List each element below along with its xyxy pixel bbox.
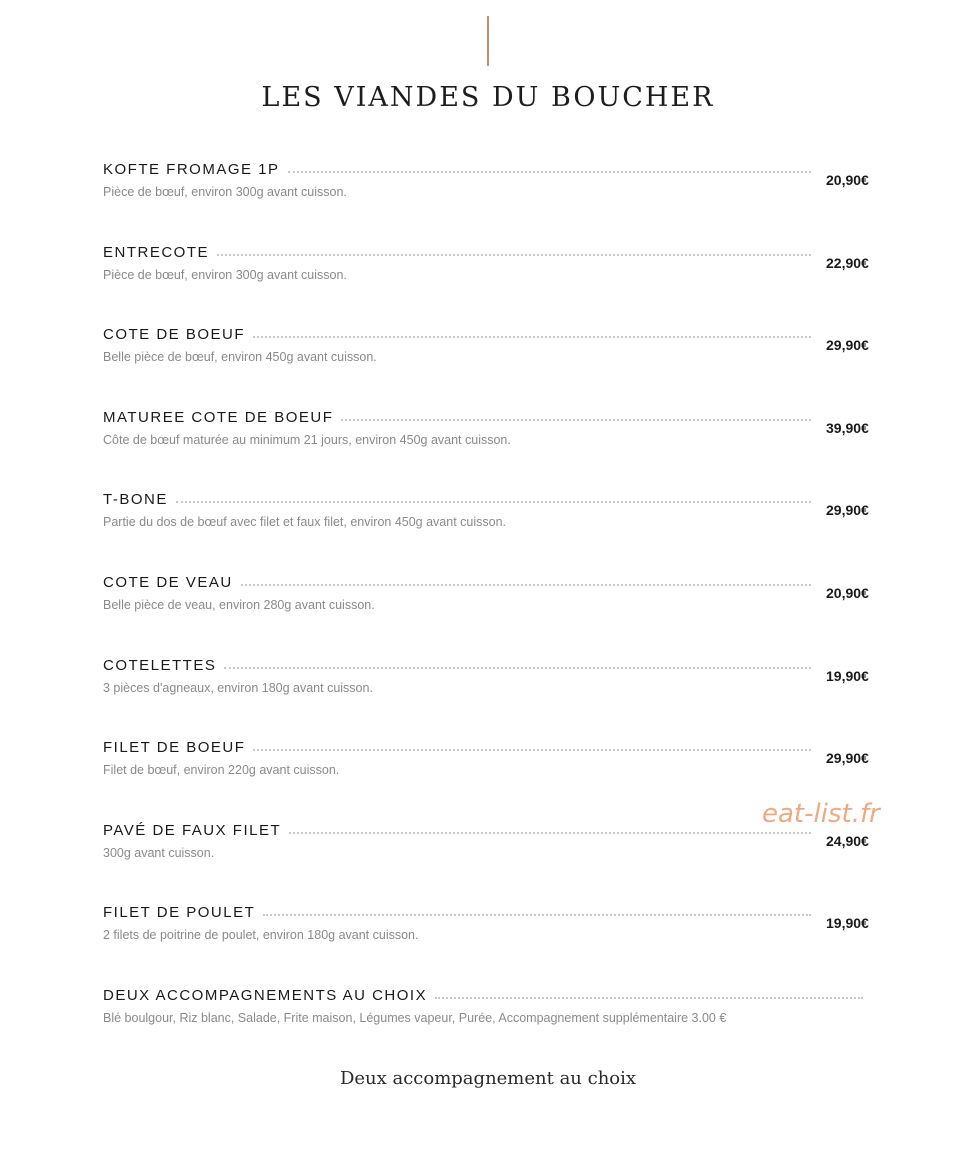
watermark-logo: eat-list.fr	[762, 799, 880, 829]
item-description: Partie du dos de bœuf avec filet et faux filet, environ 450g avant cuisson.	[103, 515, 507, 530]
item-description: 300g avant cuisson.	[103, 845, 215, 860]
item-name: COTE DE VEAU	[103, 573, 233, 591]
decorative-divider	[487, 16, 489, 66]
item-price: 20,90€	[826, 584, 869, 601]
footer-text: Deux accompagnement au choix	[339, 1068, 637, 1089]
item-price: 39,90€	[826, 419, 869, 436]
item-description: 2 filets de poitrine de poulet, environ 180g avant cuisson.	[103, 928, 419, 943]
dot-leader	[341, 419, 811, 421]
menu-item	[103, 984, 883, 1067]
dot-leader	[288, 171, 811, 173]
dot-leader	[241, 584, 811, 586]
dot-leader	[224, 667, 811, 669]
item-name: DEUX ACCOMPAGNEMENTS AU CHOIX	[103, 986, 428, 1004]
item-name: ENTRECOTE	[103, 243, 210, 261]
item-description: Belle pièce de bœuf, environ 450g avant cuisson.	[103, 350, 377, 365]
item-price: 24,90€	[826, 832, 869, 849]
dot-leader	[435, 997, 863, 999]
dot-leader	[253, 749, 811, 751]
menu-item	[103, 406, 883, 489]
item-description: Blé boulgour, Riz blanc, Salade, Frite maison, Légumes vapeur, Purée, Accompagnement supplémentaire 3.00 €	[103, 1010, 727, 1025]
item-description: 3 pièces d'agneaux, environ 180g avant cuisson.	[103, 680, 373, 695]
menu-item	[103, 241, 883, 324]
dot-leader	[263, 914, 811, 916]
item-description: Belle pièce de veau, environ 280g avant cuisson.	[103, 597, 375, 612]
menu-item	[103, 323, 883, 406]
menu-item	[103, 654, 883, 737]
item-price: 19,90€	[826, 667, 869, 684]
menu-list	[103, 158, 883, 1067]
item-name: T-BONE	[103, 491, 168, 509]
item-name: PAVÉ DE FAUX FILET	[103, 821, 282, 839]
item-name: COTE DE BOEUF	[103, 326, 246, 344]
item-price: 29,90€	[826, 502, 869, 519]
dot-leader	[253, 336, 811, 338]
menu-item	[103, 158, 883, 241]
menu-item	[103, 571, 883, 654]
item-name: KOFTE FROMAGE 1P	[103, 161, 280, 178]
dot-leader	[217, 254, 811, 256]
item-price: 19,90€	[826, 915, 869, 932]
dot-leader	[289, 832, 811, 834]
menu-item	[103, 819, 883, 902]
item-description: Pièce de bœuf, environ 300g avant cuisson.	[103, 267, 347, 282]
item-price: 20,90€	[826, 172, 869, 188]
item-price: 22,90€	[826, 254, 869, 271]
item-name: FILET DE BOEUF	[103, 739, 246, 757]
item-price: 29,90€	[826, 750, 869, 767]
item-name: MATUREE COTE DE BOEUF	[103, 408, 334, 426]
page-title: LES VIANDES DU BOUCHER	[261, 82, 715, 113]
item-name: COTELETTES	[103, 656, 217, 674]
item-price: 29,90€	[826, 337, 869, 354]
menu-item	[103, 901, 883, 984]
item-name: FILET DE POULET	[103, 904, 256, 922]
menu-item	[103, 488, 883, 571]
item-description: Filet de bœuf, environ 220g avant cuisson.	[103, 763, 340, 778]
dot-leader	[176, 501, 811, 503]
item-description: Côte de bœuf maturée au minimum 21 jours, environ 450g avant cuisson.	[103, 432, 511, 447]
item-description: Pièce de bœuf, environ 300g avant cuisson.	[103, 185, 347, 199]
